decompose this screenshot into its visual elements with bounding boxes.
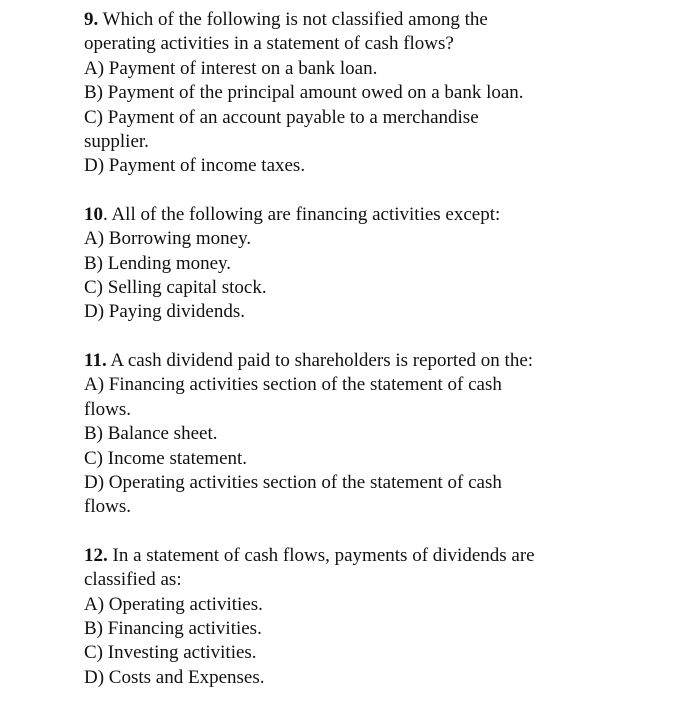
answer-option-c: C) Payment of an account payable to a merchandise xyxy=(84,106,479,128)
answer-option-c: C) Investing activities. xyxy=(84,642,257,664)
question-number: 11. xyxy=(84,349,107,371)
answer-option-b: B) Financing activities. xyxy=(84,617,262,639)
answer-option-a: A) Operating activities. xyxy=(84,593,263,615)
answer-option-b: B) Payment of the principal amount owed on a bank loan. xyxy=(84,82,524,104)
question-11 xyxy=(84,349,684,520)
answer-option-c-continued: supplier. xyxy=(84,131,149,153)
answer-option-d: D) Costs and Expenses. xyxy=(84,666,265,688)
question-stem: 9. Which of the following is not classified among the xyxy=(84,9,488,30)
question-stem: 12. In a statement of cash flows, payments of dividends are xyxy=(84,544,535,566)
answer-option-a: A) Financing activities section of the statement of cash xyxy=(84,374,502,396)
answer-option-d-continued: flows. xyxy=(84,496,131,518)
question-number: 9. xyxy=(84,9,99,30)
question-10 xyxy=(84,203,684,325)
answer-option-b: B) Lending money. xyxy=(84,252,232,274)
answer-option-d: D) Operating activities section of the statement of cash xyxy=(84,471,502,493)
question-stem-continued: classified as: xyxy=(84,569,182,591)
question-page xyxy=(84,8,684,714)
question-9 xyxy=(84,8,684,179)
question-number: 10 xyxy=(84,203,103,225)
answer-option-a-continued: flows. xyxy=(84,398,131,420)
question-stem: 10. All of the following are financing activities except: xyxy=(84,203,501,225)
answer-option-a: A) Borrowing money. xyxy=(84,228,252,250)
question-stem-continued: operating activities in a statement of cash flows? xyxy=(84,33,454,55)
answer-option-c: C) Selling capital stock. xyxy=(84,277,267,299)
question-12 xyxy=(84,544,684,690)
answer-option-d: D) Payment of income taxes. xyxy=(84,155,306,177)
question-stem: 11. A cash dividend paid to shareholders is reported on the: xyxy=(84,349,534,371)
answer-option-b: B) Balance sheet. xyxy=(84,423,218,445)
question-number: 12. xyxy=(84,544,108,566)
answer-option-a: A) Payment of interest on a bank loan. xyxy=(84,57,378,79)
answer-option-c: C) Income statement. xyxy=(84,447,248,469)
answer-option-d: D) Paying dividends. xyxy=(84,301,245,323)
